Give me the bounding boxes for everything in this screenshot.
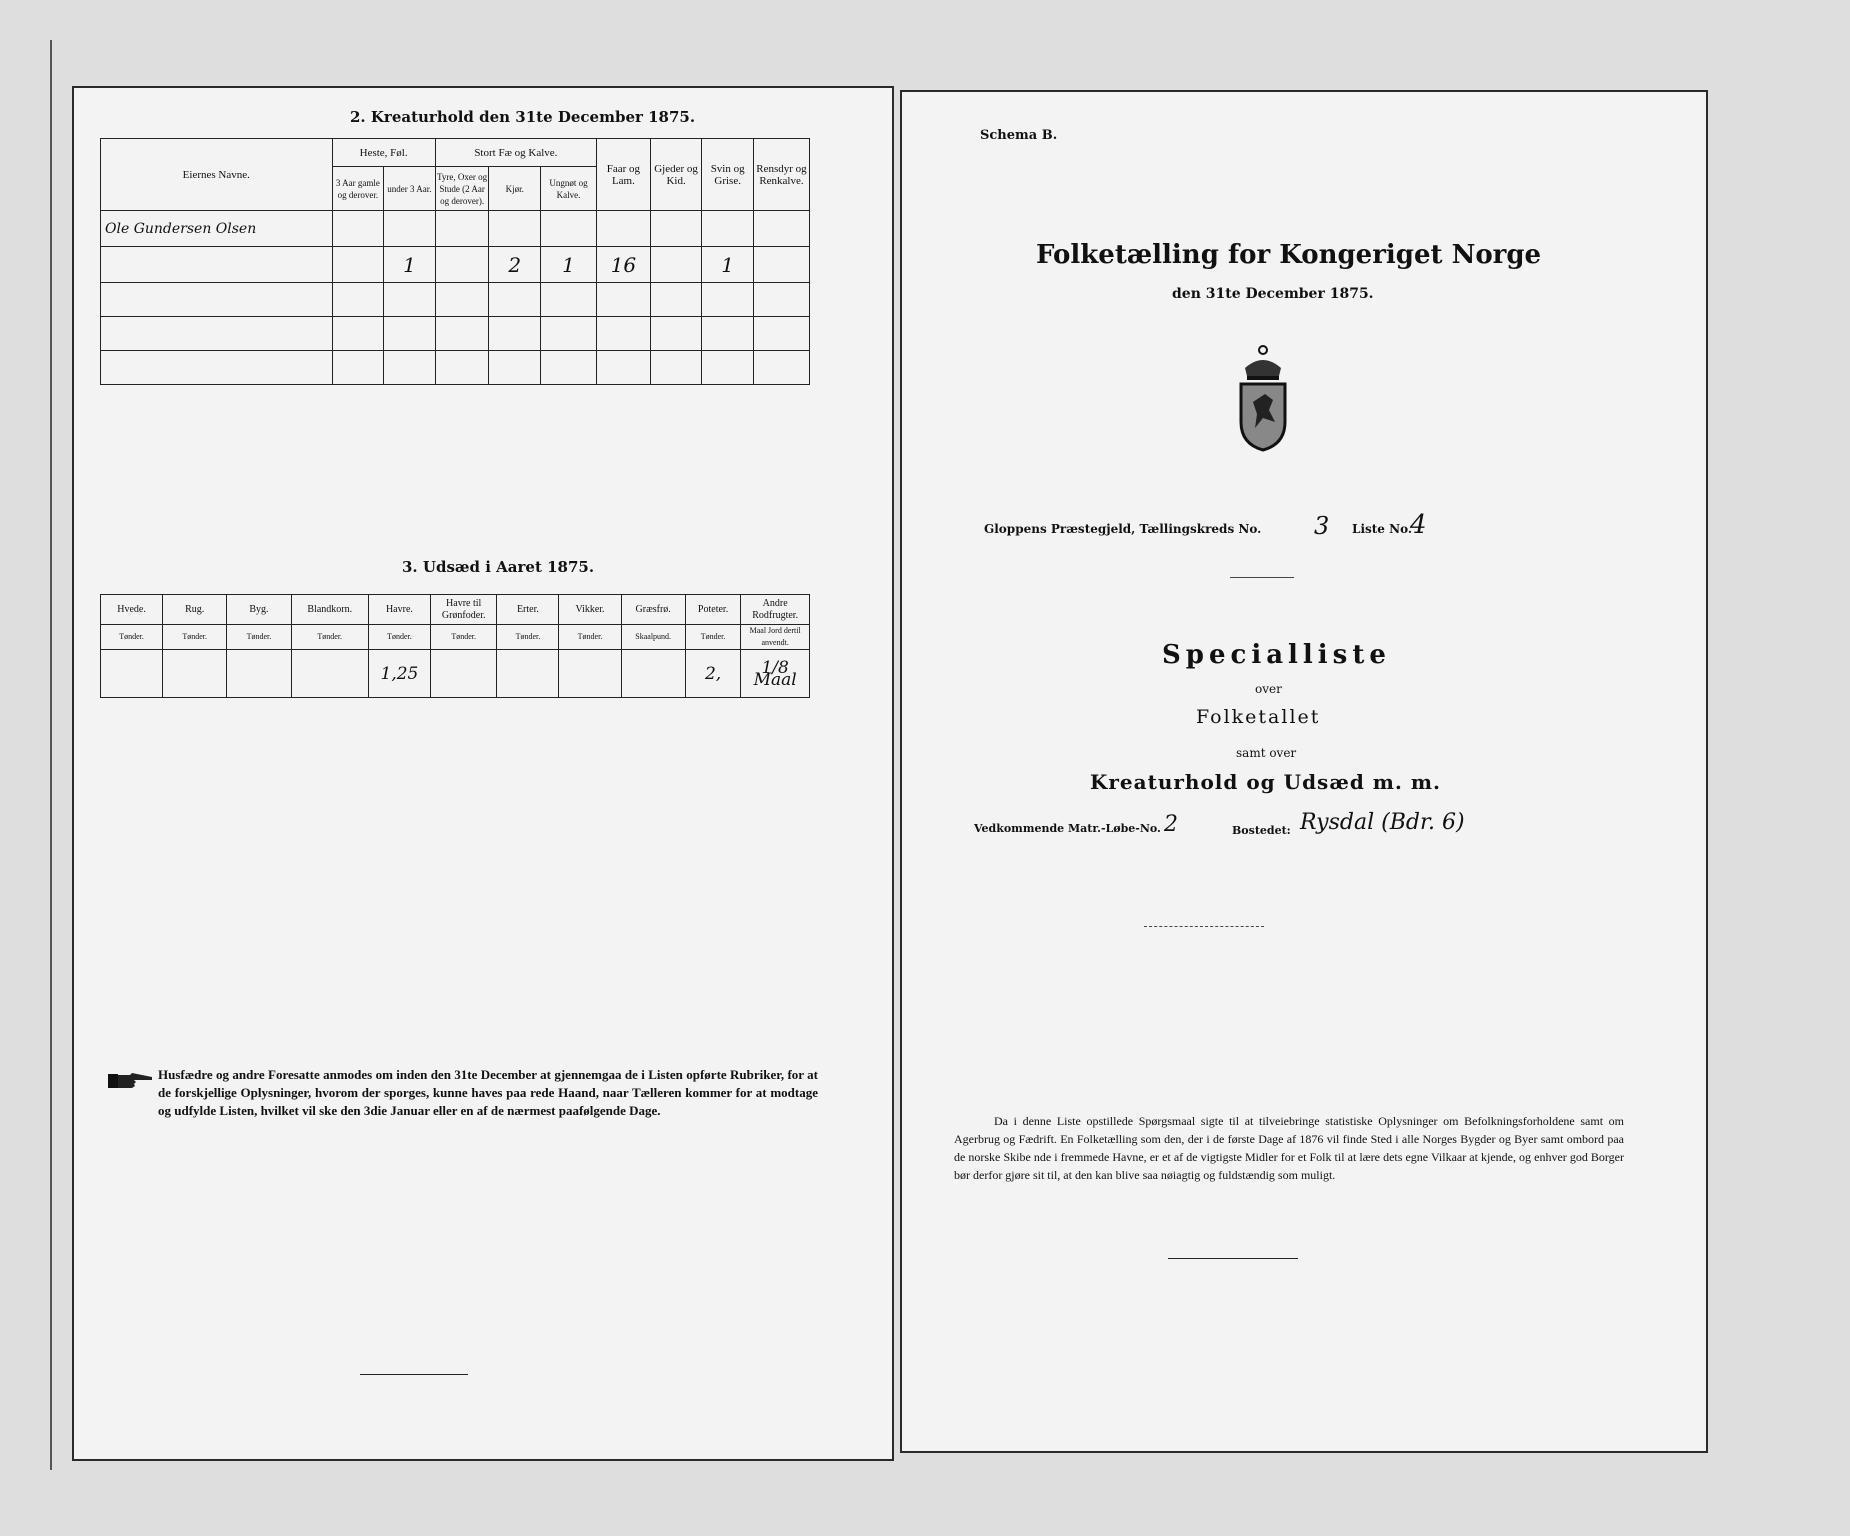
rensdyr-header: Rensdyr og Renkalve.: [753, 139, 809, 211]
cell: [332, 247, 384, 283]
section2-title: 2. Kreaturhold den 31te December 1875.: [350, 108, 696, 126]
cell: [541, 211, 597, 247]
crop-value: 2,: [685, 650, 741, 698]
crop-unit: Tønder.: [101, 625, 163, 650]
cell: [435, 247, 489, 283]
liste-number: 4: [1410, 510, 1427, 540]
crop-unit: Tønder.: [559, 625, 621, 650]
kreds-number: 3: [1314, 512, 1330, 540]
census-date: den 31te December 1875.: [1172, 286, 1374, 302]
stort-group-header: Stort Fæ og Kalve.: [435, 139, 596, 167]
crop-value: [497, 650, 559, 698]
info-text: Da i denne Liste opstillede Spørgsmaal sigte til at tilveiebringe statistiske Oplysninger om Befolkningsforholdene samt om Agerbrug og Fædrift. En Folketælling som den, der i de første Dage af 1876 vil finde Sted i alle Norges Bygder og Byer samt ombord paa de norske Skibe nde i fremmede Havne, er et af de vigtigste Midler for et Folk til at lære dets egne Vilkaar at kjende, og enhver god Borger bør derfor gjøre sit til, at den kan blive saa nøiagtig og fuldstændig som muligt.: [954, 1114, 1624, 1182]
cell: [101, 247, 333, 283]
kreaturhold-label: Kreaturhold og Udsæd m. m.: [1090, 770, 1441, 794]
heste-group-header: Heste, Føl.: [332, 139, 435, 167]
owner-name: Ole Gundersen Olsen: [101, 211, 333, 247]
svin-value: 1: [702, 247, 754, 283]
divider: [1144, 926, 1264, 927]
samt-over-label: samt over: [1236, 746, 1297, 760]
cell: [101, 351, 333, 385]
cell: [489, 211, 541, 247]
cell: [753, 211, 809, 247]
crop-unit: Tønder.: [227, 625, 291, 650]
left-page: [72, 86, 894, 1461]
matr-value: 2: [1164, 812, 1178, 837]
crop-value: [101, 650, 163, 698]
cell: [753, 247, 809, 283]
bosted-value: Rysdal (Bdr. 6): [1300, 810, 1465, 835]
cell: [702, 317, 754, 351]
owner-header: Eiernes Navne.: [101, 139, 333, 211]
census-title: Folketælling for Kongeriget Norge: [1036, 240, 1542, 270]
heste-young-value: 1: [384, 247, 436, 283]
livestock-table: [100, 138, 810, 385]
crop-value: [621, 650, 685, 698]
cell: [384, 283, 436, 317]
cell: [435, 211, 489, 247]
cell: [332, 283, 384, 317]
notice-text: Husfædre og andre Foresatte anmodes om inden den 31te December at gjennemgaa de i Listen opførte Rubriker, for at de forskjellige Oplysninger, hvorom der sporges, kunne haves paa rede Haand, naar Tælleren kommer for at modtage og udfylde Listen, hvilket vil ske den 3die Januar eller en af de nærmest paafølgende Dage.: [158, 1067, 818, 1118]
gjeder-header: Gjeder og Kid.: [650, 139, 702, 211]
section3-title: 3. Udsæd i Aaret 1875.: [402, 558, 595, 576]
matr-label: Vedkommende Matr.-Løbe-No.: [974, 822, 1161, 835]
schema-label: Schema B.: [980, 128, 1058, 143]
crop-header: Græsfrø.: [621, 595, 685, 625]
crop-header: Vikker.: [559, 595, 621, 625]
specialliste-title: Specialliste: [1162, 640, 1391, 670]
cell: [332, 351, 384, 385]
cell: [702, 351, 754, 385]
bottom-rule: [1168, 1258, 1298, 1259]
crop-header: Hvede.: [101, 595, 163, 625]
crop-header: Erter.: [497, 595, 559, 625]
cell: [650, 247, 702, 283]
crop-unit: Skaalpund.: [621, 625, 685, 650]
crop-header: Havre.: [368, 595, 430, 625]
prestegjeld-label: Gloppens Præstegjeld, Tællingskreds No.: [984, 522, 1262, 536]
cell: [101, 283, 333, 317]
bottom-rule: [360, 1374, 468, 1375]
svin-header: Svin og Grise.: [702, 139, 754, 211]
folketallet-label: Folketallet: [1196, 706, 1321, 728]
cell: [332, 211, 384, 247]
cell: [541, 351, 597, 385]
crop-value: 1,25: [368, 650, 430, 698]
cell: [384, 317, 436, 351]
right-page: [900, 90, 1708, 1453]
cell: [435, 283, 489, 317]
cell: [702, 211, 754, 247]
divider: [1230, 577, 1294, 578]
crop-unit: Tønder.: [368, 625, 430, 650]
crop-header: Byg.: [227, 595, 291, 625]
cell: [597, 283, 651, 317]
kjor-value: 2: [489, 247, 541, 283]
cell: [753, 351, 809, 385]
cell: [650, 317, 702, 351]
crop-header: Havre til Grønfoder.: [430, 595, 496, 625]
cell: [489, 351, 541, 385]
ungnot-header: Ungnøt og Kalve.: [541, 167, 597, 211]
cell: [435, 351, 489, 385]
crop-unit: Tønder.: [163, 625, 227, 650]
crop-unit: Tønder.: [685, 625, 741, 650]
heste-young-header: under 3 Aar.: [384, 167, 436, 211]
cell: [541, 283, 597, 317]
bosted-label: Bostedet:: [1232, 824, 1291, 837]
over-label: over: [1255, 682, 1282, 696]
tyre-header: Tyre, Oxer og Stude (2 Aar og derover).: [435, 167, 489, 211]
cell: [384, 351, 436, 385]
crop-table: [100, 594, 810, 698]
crop-unit: Maal Jord dertil anvendt.: [741, 625, 810, 650]
faar-value: 16: [597, 247, 651, 283]
pointing-hand-icon: [108, 1071, 154, 1091]
crop-header: Poteter.: [685, 595, 741, 625]
crop-unit: Tønder.: [291, 625, 368, 650]
kjor-header: Kjør.: [489, 167, 541, 211]
cell: [541, 317, 597, 351]
faar-header: Faar og Lam.: [597, 139, 651, 211]
crop-value: [291, 650, 368, 698]
crop-value: [227, 650, 291, 698]
cell: [332, 317, 384, 351]
cell: [489, 283, 541, 317]
cell: [489, 317, 541, 351]
cell: [702, 283, 754, 317]
ungnot-value: 1: [541, 247, 597, 283]
heste-old-header: 3 Aar gamle og derover.: [332, 167, 384, 211]
crop-unit: Tønder.: [430, 625, 496, 650]
cell: [384, 211, 436, 247]
crop-header: Andre Rodfrugter.: [741, 595, 810, 625]
cell: [597, 211, 651, 247]
liste-label: Liste No.: [1352, 522, 1413, 536]
cell: [753, 283, 809, 317]
crop-value: [163, 650, 227, 698]
cell: [101, 317, 333, 351]
cell: [597, 317, 651, 351]
crop-value: 1/8 Maal: [741, 650, 810, 698]
crop-value: [559, 650, 621, 698]
crop-unit: Tønder.: [497, 625, 559, 650]
cell: [650, 283, 702, 317]
crop-header: Blandkorn.: [291, 595, 368, 625]
cell: [597, 351, 651, 385]
cell: [650, 351, 702, 385]
cell: [650, 211, 702, 247]
crop-value: [430, 650, 496, 698]
crop-header: Rug.: [163, 595, 227, 625]
cell: [435, 317, 489, 351]
cell: [753, 317, 809, 351]
norway-lion-crest-icon: [1233, 344, 1293, 454]
